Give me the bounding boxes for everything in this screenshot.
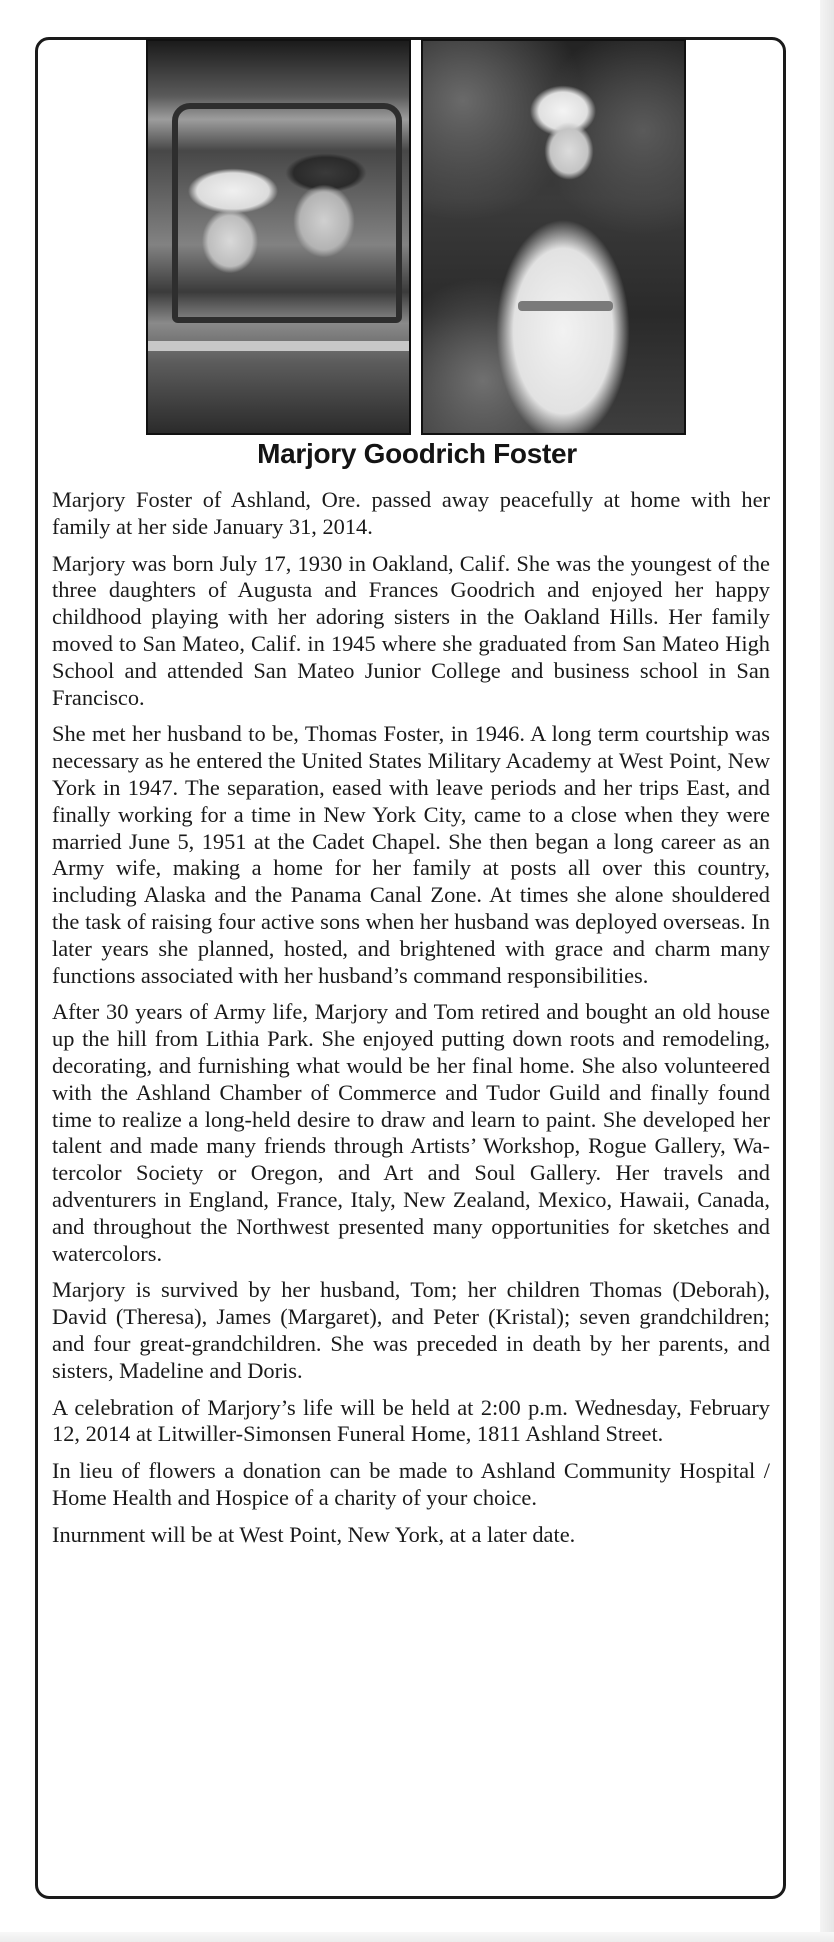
belt-shape <box>518 301 613 311</box>
paragraph-retirement: After 30 years of Army life, Marjory and Tom retired and bought an old house up the hill from Lithia Park. She enjoyed putting down roots and remodeling, decorating, and furnishing what would be her final home. She also volunteered with the Ashland Chamber of Commerce and Tudor Guild and finally found time to realize a long-held desire to draw and learn to paint. She developed her talent and made many friends through Artists’ Workshop, Rogue Gallery, Watercolor Society or Oregon, and Art and Soul Gallery. Her travels and adventurers in England, France, Italy, New Zealand, Mexico, Hawaii, Canada, and throughout the Northwest presented many opportunities for sketches and watercolors. <box>52 999 770 1266</box>
paragraph-celebration: A celebration of Marjory’s life will be held at 2:00 p.m. Wednesday, February 12, 2014 at Litwiller-Simonsen Funeral Home, 1811 Ashland Street. <box>52 1394 770 1447</box>
scan-bottom-edge <box>0 1932 834 1942</box>
paragraph-marriage-career: She met her husband to be, Thomas Foster, in 1946. A long term courtship was necessary as he entered the United States Military Academy at West Point, New York in 1947. The separation, eased with leave periods and her trips East, and finally working for a time in New York City, came to a close when they were married June 5, 1951 at the Cadet Chapel. She then began a long career as an Army wife, making a home for her family at posts all over this country, including Alaska and the Panama Canal Zone. At times she alone shouldered the task of raising four active sons when her husband was deployed overseas. In later years she planned, hosted, and brightened with grace and charm many functions associated with her husband’s command responsibilities. <box>52 721 770 988</box>
young-couple-in-car-photo <box>146 39 411 435</box>
paragraph-donations: In lieu of flowers a donation can be made to Ashland Community Hospital / Home Health and Hospice of a charity of your choice. <box>52 1458 770 1510</box>
photo-row <box>146 39 686 435</box>
obituary-body <box>52 487 770 1548</box>
car-window-shape <box>172 103 402 323</box>
paragraph-inurnment: Inurnment will be at West Point, New York, at a later date. <box>52 1521 576 1547</box>
scan-page-edge <box>820 0 834 1942</box>
paragraph-passing: Marjory Foster of Ashland, Ore. passed away peacefully at home with her family at her side January 31, 2014. <box>52 487 770 539</box>
obituary-title: Marjory Goodrich Foster <box>257 438 577 469</box>
paragraph-early-life: Marjory was born July 17, 1930 in Oakland, Calif. She was the youngest of the three daughters of Augusta and Frances Goodrich and enjoyed her happy childhood playing with her adoring sisters in the Oakland Hills. Her family moved to San Mateo, Calif. in 1945 where she graduated from San Mateo High School and attended San Mateo Junior College and business school in San Francisco. <box>52 550 770 710</box>
elderly-woman-seated-photo <box>421 39 686 435</box>
paragraph-survivors: Marjory is survived by her husband, Tom; her children Thomas (Deborah), David (Theresa), James (Margaret), and Peter (Kristal); seven grandchildren; and four great-grandchildren. She was preceded in death by her parents, and sisters, Madeline and Doris. <box>52 1277 770 1383</box>
car-trim-shape <box>148 341 411 351</box>
